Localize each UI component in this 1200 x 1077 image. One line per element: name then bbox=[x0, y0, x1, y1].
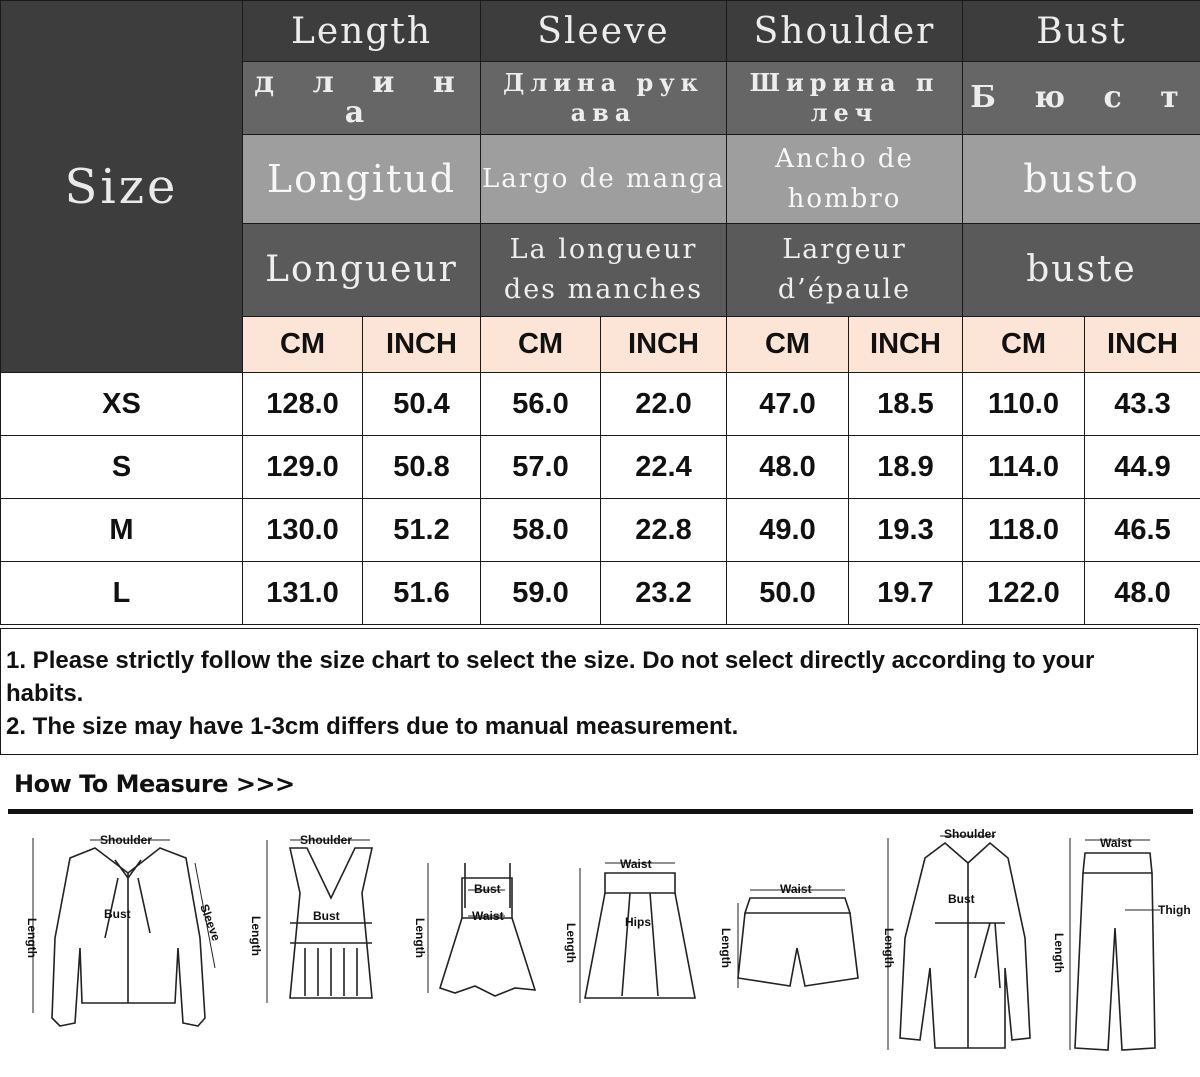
svg-text:Length: Length bbox=[1052, 933, 1066, 973]
unit-inch: INCH bbox=[849, 317, 963, 373]
svg-text:Bust: Bust bbox=[313, 909, 340, 923]
sleeve-inch-cell: 23.2 bbox=[601, 562, 727, 625]
bust-header-en: Bust bbox=[963, 1, 1200, 62]
note-2: 2. The size may have 1-3cm differs due to manual measurement. bbox=[6, 713, 739, 740]
size-label: L bbox=[1, 562, 243, 625]
table-row bbox=[1, 499, 1200, 562]
svg-text:Length: Length bbox=[564, 923, 578, 963]
shoulder-inch-cell: 18.9 bbox=[849, 436, 963, 499]
shoulder-cm-cell: 49.0 bbox=[727, 499, 849, 562]
unit-cm: CM bbox=[963, 317, 1085, 373]
size-label: XS bbox=[1, 373, 243, 436]
length-inch-cell: 50.4 bbox=[363, 373, 481, 436]
svg-text:Waist: Waist bbox=[780, 882, 812, 896]
length-cm-cell: 130.0 bbox=[243, 499, 363, 562]
svg-text:Shoulder: Shoulder bbox=[300, 833, 353, 847]
shoulder-header-ru: Ширина п леч bbox=[727, 62, 963, 135]
sleeve-inch-cell: 22.0 bbox=[601, 373, 727, 436]
bust-inch-cell: 46.5 bbox=[1085, 499, 1200, 562]
bust-cm-cell: 118.0 bbox=[963, 499, 1085, 562]
length-header-en: Length bbox=[243, 1, 481, 62]
svg-text:Sleeve: Sleeve bbox=[197, 902, 224, 943]
shorts-illustration bbox=[738, 890, 858, 988]
sleeve-header-ru: Длина рук ава bbox=[481, 62, 727, 135]
shoulder-cm-cell: 47.0 bbox=[727, 373, 849, 436]
bust-cm-cell: 122.0 bbox=[963, 562, 1085, 625]
shoulder-inch-cell: 19.7 bbox=[849, 562, 963, 625]
length-inch-cell: 51.2 bbox=[363, 499, 481, 562]
length-inch-cell: 51.6 bbox=[363, 562, 481, 625]
svg-text:Thigh: Thigh bbox=[1158, 903, 1191, 917]
unit-cm: CM bbox=[727, 317, 849, 373]
note-1: 1. Please strictly follow the size chart to select the size. Do not select directly according to your habits. bbox=[6, 647, 1095, 707]
length-inch-cell: 50.8 bbox=[363, 436, 481, 499]
unit-inch: INCH bbox=[363, 317, 481, 373]
how-to-measure-title: How To Measure >>> bbox=[14, 770, 295, 798]
shoulder-cm-cell: 48.0 bbox=[727, 436, 849, 499]
size-header: Size bbox=[1, 1, 243, 373]
sleeve-cm-cell: 59.0 bbox=[481, 562, 601, 625]
shoulder-cm-cell: 50.0 bbox=[727, 562, 849, 625]
unit-cm: CM bbox=[481, 317, 601, 373]
bust-inch-cell: 48.0 bbox=[1085, 562, 1200, 625]
svg-text:Bust: Bust bbox=[948, 892, 975, 906]
bust-header-ru: Б ю с т bbox=[963, 62, 1200, 135]
size-label: S bbox=[1, 436, 243, 499]
svg-text:Waist: Waist bbox=[1100, 836, 1132, 850]
bust-header-es: busto bbox=[963, 135, 1200, 224]
bust-inch-cell: 43.3 bbox=[1085, 373, 1200, 436]
shoulder-inch-cell: 19.3 bbox=[849, 499, 963, 562]
svg-text:Length: Length bbox=[249, 916, 263, 956]
length-cm-cell: 128.0 bbox=[243, 373, 363, 436]
svg-text:Length: Length bbox=[719, 928, 733, 968]
svg-text:Waist: Waist bbox=[472, 909, 504, 923]
bust-cm-cell: 110.0 bbox=[963, 373, 1085, 436]
svg-text:Shoulder: Shoulder bbox=[100, 833, 153, 847]
svg-text:Waist: Waist bbox=[620, 857, 652, 871]
sleeve-header-en: Sleeve bbox=[481, 1, 727, 62]
svg-text:Length: Length bbox=[882, 928, 896, 968]
shoulder-header-fr: Largeur d’épaule bbox=[727, 224, 963, 317]
sleeve-header-es: Largo de manga bbox=[481, 135, 727, 224]
svg-text:Bust: Bust bbox=[104, 907, 131, 921]
shoulder-header-es: Ancho de hombro bbox=[727, 135, 963, 224]
blouse-illustration bbox=[33, 838, 215, 1026]
divider bbox=[8, 809, 1193, 814]
length-cm-cell: 129.0 bbox=[243, 436, 363, 499]
length-cm-cell: 131.0 bbox=[243, 562, 363, 625]
size-notes bbox=[0, 628, 1198, 755]
table-row bbox=[1, 562, 1200, 625]
bust-header-fr: buste bbox=[963, 224, 1200, 317]
length-header-fr: Longueur bbox=[243, 224, 481, 317]
svg-text:Shoulder: Shoulder bbox=[944, 827, 997, 841]
svg-text:Length: Length bbox=[25, 918, 39, 958]
bust-cm-cell: 114.0 bbox=[963, 436, 1085, 499]
svg-text:Hips: Hips bbox=[625, 915, 652, 929]
svg-text:Length: Length bbox=[413, 918, 427, 958]
shoulder-inch-cell: 18.5 bbox=[849, 373, 963, 436]
table-row bbox=[1, 373, 1200, 436]
table-row bbox=[1, 436, 1200, 499]
unit-inch: INCH bbox=[601, 317, 727, 373]
length-header-es: Longitud bbox=[243, 135, 481, 224]
size-label: M bbox=[1, 499, 243, 562]
trousers-illustration bbox=[1070, 838, 1160, 1050]
sleeve-inch-cell: 22.8 bbox=[601, 499, 727, 562]
length-header-ru: д л и н а bbox=[243, 62, 481, 135]
sleeve-header-fr: La longueur des manches bbox=[481, 224, 727, 317]
skirt-illustration bbox=[580, 863, 695, 1003]
svg-text:Bust: Bust bbox=[474, 882, 501, 896]
coat-illustration bbox=[888, 836, 1030, 1050]
sleeve-cm-cell: 57.0 bbox=[481, 436, 601, 499]
unit-cm: CM bbox=[243, 317, 363, 373]
unit-inch: INCH bbox=[1085, 317, 1200, 373]
shoulder-header-en: Shoulder bbox=[727, 1, 963, 62]
measurement-illustrations bbox=[0, 818, 1200, 1077]
bust-inch-cell: 44.9 bbox=[1085, 436, 1200, 499]
sleeve-cm-cell: 56.0 bbox=[481, 373, 601, 436]
sleeve-cm-cell: 58.0 bbox=[481, 499, 601, 562]
sleeve-inch-cell: 22.4 bbox=[601, 436, 727, 499]
